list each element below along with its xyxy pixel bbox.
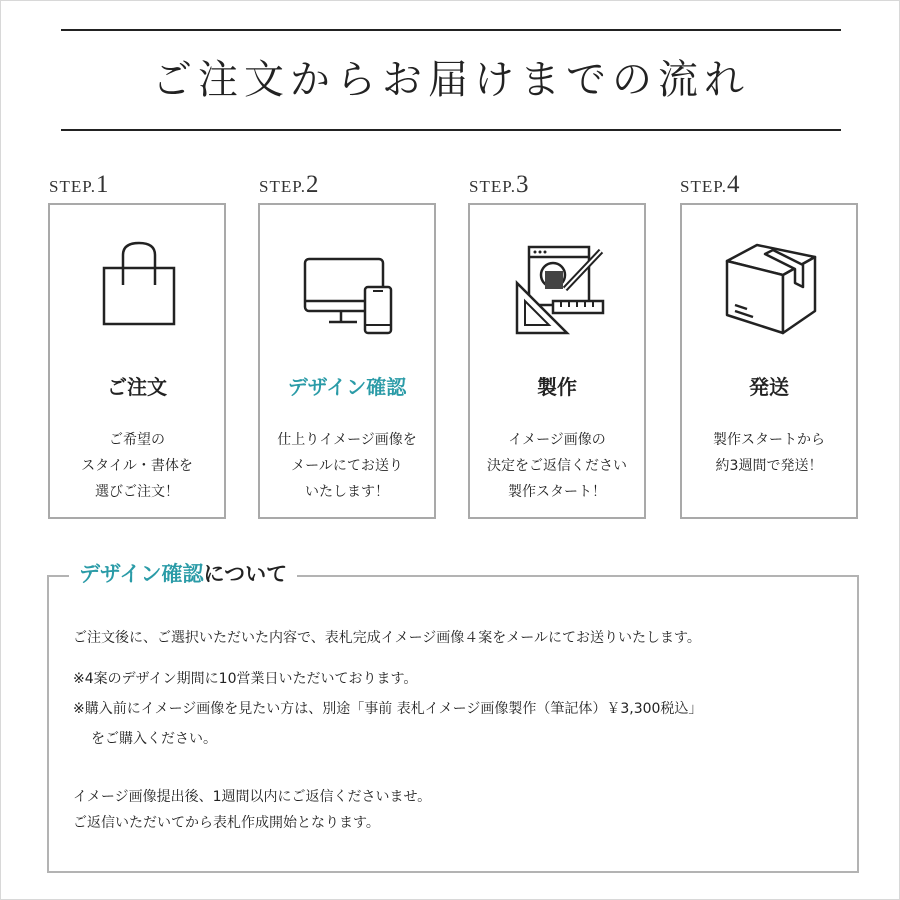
step-card-1	[48, 203, 226, 519]
title-rule-top	[61, 29, 841, 31]
info-line-3: ※購入前にイメージ画像を見たい方は、別途「事前 表札イメージ画像製作（筆記体）￥3,300税込」	[73, 701, 703, 717]
step-card-3	[468, 203, 646, 519]
step-label-1: STEP.1	[49, 171, 110, 198]
step-card-2	[258, 203, 436, 519]
info-line-1: ご注文後に、ご選択いただいた内容で、表札完成イメージ画像４案をメールにてお送りいたします。	[73, 630, 701, 646]
step-title-1: ご注文	[107, 375, 167, 399]
step-label-2: STEP.2	[259, 171, 320, 198]
step-label-3: STEP.3	[469, 171, 530, 198]
info-title-accent: デザイン確認	[79, 562, 204, 586]
step-desc-1: ご希望の スタイル・書体を 選びご注文！	[81, 432, 193, 500]
step-desc-2: 仕上りイメージ画像を メールにてお送り いたします！	[277, 432, 417, 500]
info-line-2: ※4案のデザイン期間に10営業日いただいております。	[73, 671, 418, 687]
package-box-icon	[721, 235, 821, 335]
info-line-6: ご返信いただいてから表札作成開始となります。	[73, 815, 380, 831]
step-desc-3: イメージ画像の 決定をご返信ください 製作スタート！	[487, 432, 627, 500]
step-title-4: 発送	[749, 375, 789, 399]
step-card-4	[680, 203, 858, 519]
page-title: ご注文からお届けまでの流れ	[152, 57, 750, 103]
info-title-rest: について	[203, 562, 288, 586]
step-title-2: デザイン確認	[287, 375, 407, 399]
step-label-4: STEP.4	[680, 171, 741, 198]
info-line-4: をご購入ください。	[91, 731, 217, 747]
info-line-5: イメージ画像提出後、1週間以内にご返信くださいませ。	[73, 789, 432, 805]
devices-icon	[299, 235, 399, 335]
info-title	[69, 557, 297, 591]
title-rule-bottom	[61, 129, 841, 131]
step-desc-4: 製作スタートから 約3週間で発送！	[713, 432, 825, 474]
shopping-bag-icon	[89, 235, 189, 335]
step-title-3: 製作	[537, 375, 577, 399]
design-tools-icon	[509, 235, 609, 335]
